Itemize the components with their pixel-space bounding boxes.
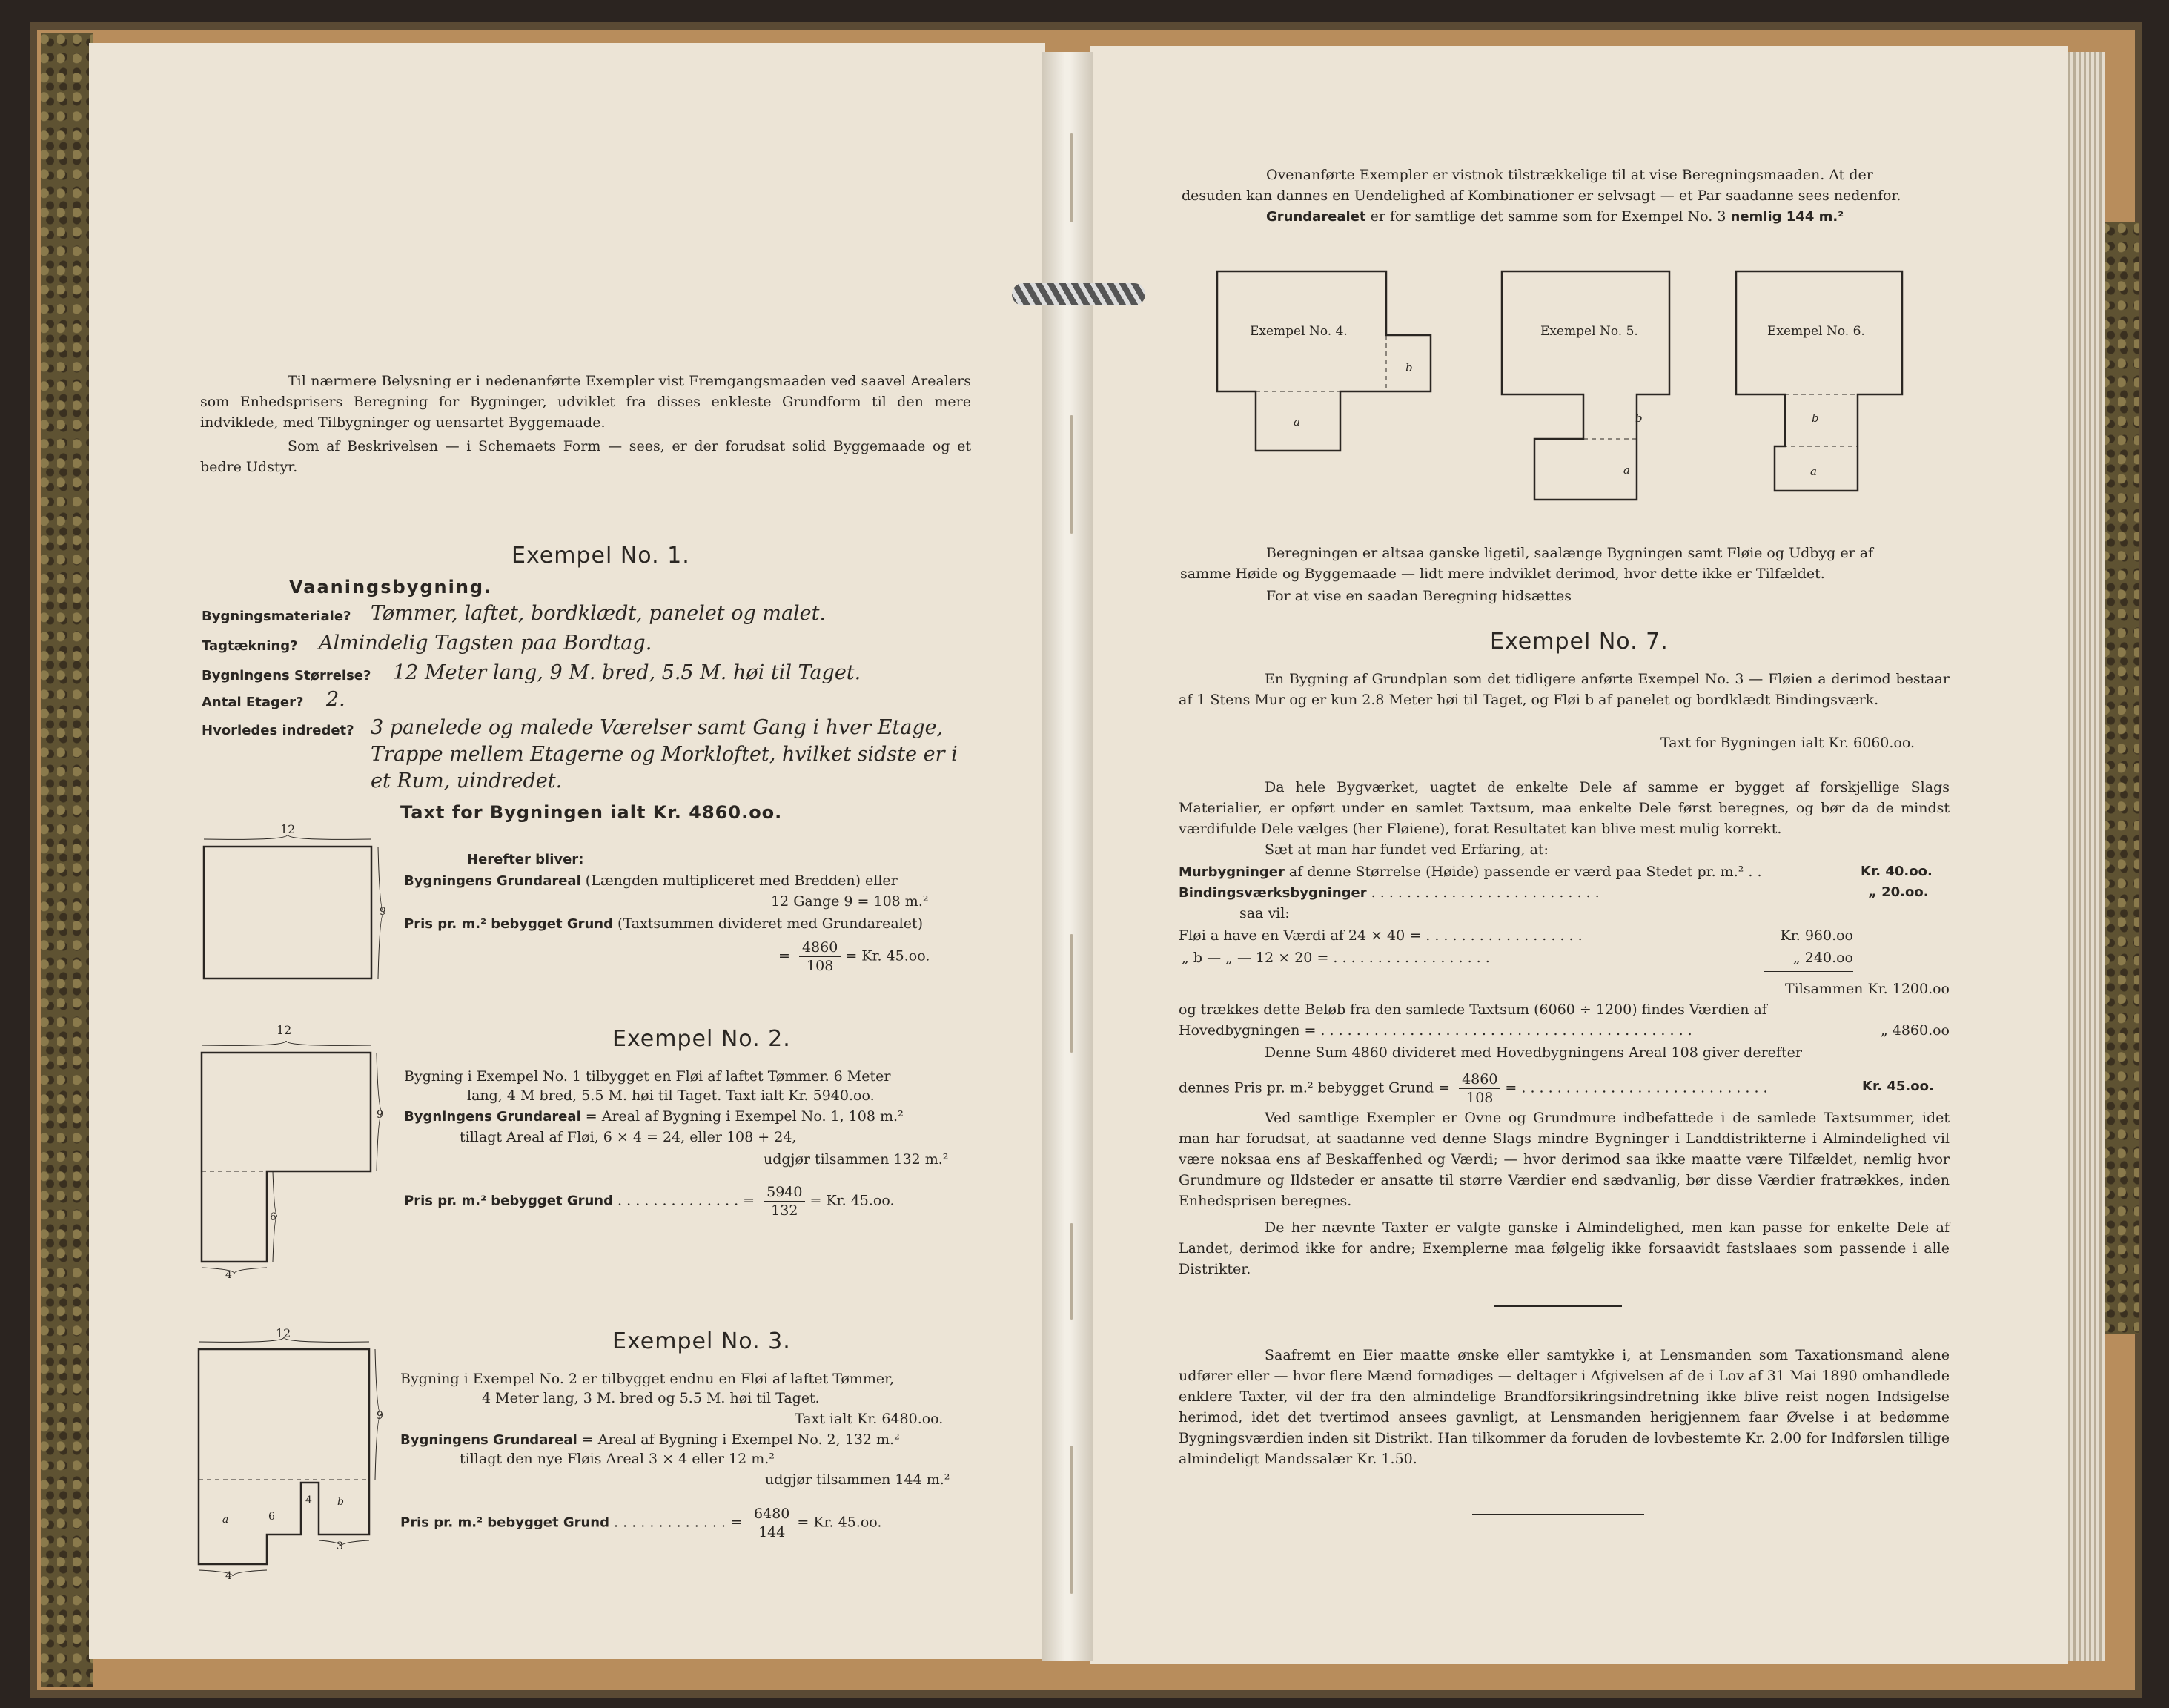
ex6-b: b [1812,411,1819,425]
intro-paragraph-2: Som af Beskrivelsen — i Schemaets Form — sees, er der forudsat solid Byggemaade og et bedre Udstyr. [200,438,971,475]
right-top-bold: nemlig 144 m.² [1730,209,1844,225]
ex4-b: b [1405,361,1413,374]
ex3-pris-label: Pris pr. m.² bebygget Grund [400,1515,609,1531]
stitch [1070,1446,1073,1594]
ex1-title: Exempel No. 1. [511,543,690,569]
ex3-dim-4: 4 [305,1494,312,1506]
ex3-grund-rest: = Areal af Bygning i Exempel No. 2, 132 m.² [581,1431,900,1448]
ex3-line5: tillagt den nye Fløis Areal 3 × 4 eller 12 m.² [460,1451,775,1467]
ex7-og-line: og trækkes dette Beløb fra den samlede Taxtsum (6060 ÷ 1200) findes Værdien af [1179,1002,1767,1018]
ex2-floor-plan [193,1023,393,1275]
intro-paragraph-1: Til nærmere Belysning er i nedenanførte Exempler vist Fremgangsmaaden ved saavel Arealers som Enhedsprisers Beregning for Bygninger, udviklet fra disses enkleste Grundform til den mere indviklede, med Tilbygninger og uensartet Byggemaade. [200,373,971,431]
ex1-value-roof: Almindelig Tagsten paa Bordtag. [319,632,652,655]
ex7-floi-a-dots: . . . . . . . . . . . . . . . . . . [1425,927,1583,944]
ex7-pris-val: Kr. 45.oo. [1862,1079,1934,1094]
right-mid-line2: samme Høide og Byggemaade — lidt mere indviklet derimod, hvor dette ikke er Tilfældet. [1180,566,1825,582]
ex2-title: Exempel No. 2. [612,1026,791,1052]
ex7-hoved-dots: . . . . . . . . . . . . . . . . . . . . . . . . . . . . . . . . . . . . . . . . . . [1320,1022,1692,1039]
ex7-taxt: Taxt for Bygningen ialt Kr. 6060.oo. [1660,735,1915,751]
ex1-value-layout-cont2: et Rum, uindredet. [371,769,563,792]
ex7-tilsammen: Tilsammen Kr. 1200.oo [1785,981,1950,997]
ex2-line4: tillagt Areal af Fløi, 6 × 4 = 24, eller 108 + 24, [460,1129,797,1145]
ex2-dim-top: 12 [276,1023,292,1037]
ex2-grund-label: Bygningens Grundareal [404,1109,581,1125]
marbled-edge-left [41,33,93,1687]
ex7-pris: dennes Pris pr. m.² bebygget Grund = [1179,1079,1451,1096]
ex2-grund-rest: = Areal af Bygning i Exempel No. 1, 108 m.² [585,1108,904,1125]
ex7-hoved-val: „ 4860.oo [1880,1022,1950,1039]
ex1-frac-num: 4860 [799,939,841,957]
binding-thread [1012,283,1145,305]
ex7-paragraph-3: Sæt at man har fundet ved Erfaring, at: [1265,841,1549,858]
ex7-mur-rest: af denne Størrelse (Høide) passende er værd paa Stedet pr. m.² [1288,864,1744,880]
ex1-label-layout: Hvorledes indredet? [202,723,354,738]
ex7-paragraph-4: Ved samtlige Exempler er Ovne og Grundmure indbefattede i de samlede Taxtsummer, idet man har forudsat, at saadanne ved denne Slags mindre Bygninger i Landdistrikterne i Almindelighed vil være noksaa ens af Beskaffenhed og Værdi; — hvor derimod saa ikke maatte være Tilfældet, nemlig hvor Grundmure og Ildsteder er ansatte til større Værdier end sædvanlig, bør disse Værdier fratrækkes, inden Enhedsprisen beregnes. [1179,1110,1950,1209]
ex3-grund-label: Bygningens Grundareal [400,1432,577,1448]
ex2-dim-bottom: 4 [225,1269,232,1281]
section-divider [1494,1305,1622,1307]
diagrams-4-5-6 [1216,267,1957,504]
ex7-hoved: Hovedbygningen = [1179,1022,1317,1039]
ex7-floi-b-val: „ 240.oo [1792,950,1853,966]
ex1-label-roof: Tagtækning? [202,638,298,654]
ex1-taxt: Taxt for Bygningen ialt Kr. 4860.oo. [400,802,783,823]
ex3-dim-side: 9 [377,1410,383,1422]
ex1-value-layout: 3 panelede og malede Værelser samt Gang i hver Etage, [371,716,944,739]
right-mid-line1: Beregningen er altsaa ganske ligetil, saalænge Bygningen samt Fløie og Udbyg er af [1266,545,1874,561]
ex7-mur-val: Kr. 40.oo. [1861,864,1933,879]
right-top-label: Grundarealet [1266,209,1366,225]
stitch [1070,934,1073,1053]
ex3-dim-b: b [337,1496,344,1508]
ex3-floor-plan [193,1327,393,1579]
ex6-a: a [1810,465,1817,478]
ex7-floi-a-val: Kr. 960.oo [1780,927,1853,944]
ex3-title: Exempel No. 3. [612,1328,791,1354]
ex3-frac-num: 6480 [751,1505,792,1523]
ex3-dim-top: 12 [276,1326,291,1340]
ex1-value-size: 12 Meter lang, 9 M. bred, 5.5 M. høi til Taget. [393,661,861,684]
ex2-line1: Bygning i Exempel No. 1 tilbygget en Fløi af laftet Tømmer. 6 Meter [404,1068,891,1085]
ex3-dim-6: 6 [268,1511,275,1523]
sum-rule [1764,971,1853,972]
stitch [1070,133,1073,222]
ex7-bind-dots: . . . . . . . . . . . . . . . . . . . . . . . . . . [1371,884,1600,901]
stitch [1070,415,1073,534]
stitch [1070,1223,1073,1320]
ex1-grund-label: Bygningens Grundareal [404,873,581,889]
ex7-frac-den: 108 [1466,1090,1494,1106]
ex3-dim-3: 3 [337,1540,343,1552]
ex1-value-layout-cont1: Trappe mellem Etagerne og Morkloftet, hvilket sidste er i [371,743,958,766]
ex2-dim-side: 9 [377,1109,383,1121]
right-mid-line3: For at vise en saadan Beregning hidsættes [1266,588,1572,604]
ex4-label: Exempel No. 4. [1250,324,1348,339]
ex2-pris-result: = Kr. 45.oo. [809,1192,895,1209]
end-rule-1 [1472,1514,1644,1515]
ex1-grund-rest: (Længden multipliceret med Bredden) eller [585,873,898,889]
ex5-b: b [1635,411,1643,425]
ex7-bind-label: Bindingsværksbygninger [1179,885,1367,901]
ex4-a: a [1294,415,1300,428]
ex7-paragraph-5: De her nævnte Taxter er valgte ganske i Almindelighed, men kan passe for enkelte Dele af Landet, derimod ikke for andre; Exemplerne maa følgelig ikke forsaavidt fastslaaes som passende i alle Distrikter. [1179,1219,1950,1277]
ex7-paragraph-2: Da hele Bygværket, uagtet de enkelte Dele af samme er bygget af forskjellige Slags Materialier, er opført under en samlet Taxtsum, maa enkelte Dele først beregnes, og bør da de mindst værdifulde Dele vælges (her Fløiene), forat Resultatet kan blive mest mulig korrekt. [1179,779,1950,837]
ex2-dim-wing: 6 [270,1211,276,1223]
ex3-dim-bottom: 4 [225,1570,232,1582]
ex3-pris-result: = Kr. 45.oo. [797,1514,882,1531]
ex1-value-material: Tømmer, laftet, bordklædt, panelet og malet. [371,602,827,625]
ex1-pris-rest: (Taxtsummen divideret med Grundarealet) [617,916,924,932]
ex3-line3: Taxt ialt Kr. 6480.oo. [795,1411,944,1427]
ex1-pris-label: Pris pr. m.² bebygget Grund [404,916,613,932]
ex3-frac-den: 144 [758,1524,786,1540]
marbled-edge-right [2102,222,2139,1334]
ex7-floi-a: Fløi a have en Værdi af 24 × 40 = [1179,927,1422,944]
ex1-dim-side: 9 [380,906,386,918]
ex7-saa: saa vil: [1239,905,1290,921]
ex7-pris-eq: = [1505,1079,1517,1096]
ex2-line5: udgjør tilsammen 132 m.² [764,1151,949,1168]
ex7-floi-b: „ b — „ — 12 × 20 = [1182,950,1329,966]
ex1-pris-result: = Kr. 45.oo. [845,947,930,964]
ex6-label: Exempel No. 6. [1767,324,1865,339]
ex1-herefter: Herefter bliver: [467,852,584,867]
ex1-grund-calc: 12 Gange 9 = 108 m.² [771,893,929,910]
ex7-pris-dots: . . . . . . . . . . . . . . . . . . . . . . . . . . . . [1521,1079,1768,1096]
ex7-mur-label: Murbygninger [1179,864,1285,880]
ex2-frac-den: 132 [771,1202,798,1219]
ex2-line2: lang, 4 M bred, 5.5 M. høi til Taget. Taxt ialt Kr. 5940.oo. [467,1088,875,1104]
ex7-bind-val: „ 20.oo. [1868,884,1929,900]
ex1-frac-den: 108 [807,958,834,974]
ex3-dim-a: a [222,1514,229,1526]
ex7-paragraph-1: En Bygning af Grundplan som det tidligere anførte Exempel No. 3 — Fløien a derimod bestaar af 1 Stens Mur og er kun 2.8 Meter høi til Taget, og Fløi b af panelet og bordklædt Bindingsværk. [1179,671,1950,708]
page-edges [2068,52,2105,1661]
ex7-frac-num: 4860 [1459,1070,1500,1089]
closing-paragraph: Saafremt en Eier maatte ønske eller samtykke i, at Lensmanden som Taxationsmand alene udfører eller — hvor flere Mænd fornødiges — deltager i Afgivelsen af de i Lov af 31 Mai 1890 omhandlede enklere Taxter, vil der fra den almindelige Brandforsikringsindretning ikke blive reist nogen Indsigelse herimod, idet det tvertimod ansees gavnligt, at Lensmanden herigjennem faar Øvelse i at bedømme Bygningsværdien inden sit Distrikt. Han tilkommer da foruden de lovbestemte Kr. 2.00 for Indførslen tillige almindeligt Mandssalær Kr. 1.50. [1179,1347,1950,1467]
ex5-label: Exempel No. 5. [1540,324,1638,339]
ex1-label-floors: Antal Etager? [202,695,304,710]
ex1-label-size: Bygningens Størrelse? [202,668,371,683]
right-top-line2: desuden kan dannes en Uendelighed af Kombinationer er selvsagt — et Par saadanne sees nedenfor. [1182,188,1901,204]
ex7-denne: Denne Sum 4860 divideret med Hovedbygningens Areal 108 giver derefter [1265,1045,1802,1061]
ex5-a: a [1623,463,1630,477]
ex3-line1: Bygning i Exempel No. 2 er tilbygget endnu en Fløi af laftet Tømmer, [400,1371,895,1387]
ex7-floi-b-dots: . . . . . . . . . . . . . . . . . . [1333,950,1490,966]
ex1-dim-top: 12 [280,822,296,836]
ex1-subtitle: Vaaningsbygning. [289,577,493,598]
right-top-line1: Ovenanførte Exempler er vistnok tilstrækkelige til at vise Beregningsmaaden. At der [1266,167,1873,183]
ex3-line6: udgjør tilsammen 144 m.² [765,1472,950,1488]
right-top-rest: er for samtlige det samme som for Exempel No. 3 [1370,208,1726,225]
ex7-title: Exempel No. 7. [1490,629,1669,655]
ex1-label-material: Bygningsmateriale? [202,609,351,624]
ex1-value-floors: 2. [326,688,345,711]
ex2-pris-label: Pris pr. m.² bebygget Grund [404,1193,613,1209]
ex2-frac-num: 5940 [764,1183,805,1202]
ex3-line2: 4 Meter lang, 3 M. bred og 5.5 M. høi til Taget. [482,1390,820,1406]
ex1-floor-plan [193,823,393,993]
